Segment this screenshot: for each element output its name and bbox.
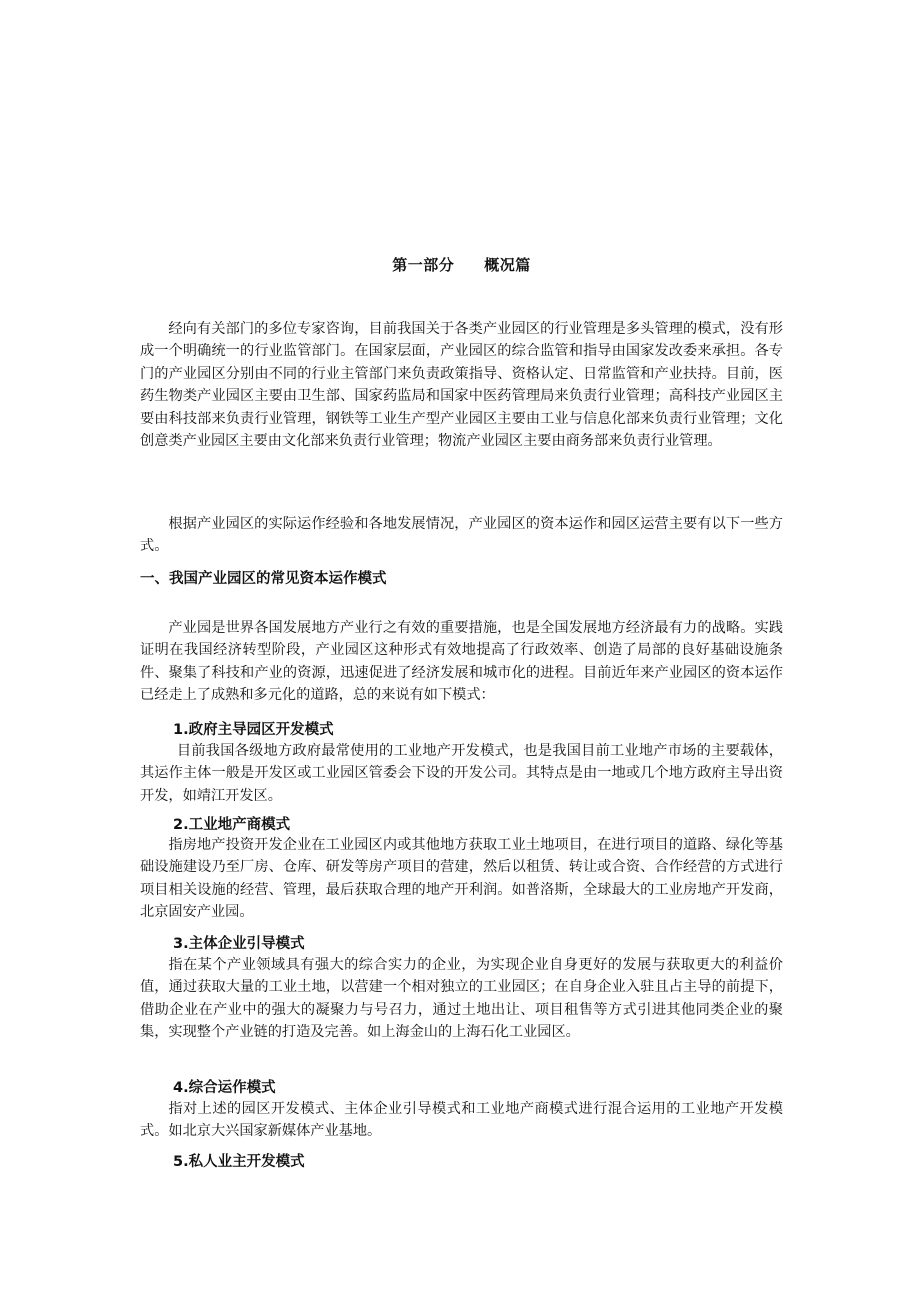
section-heading-1: 一、我国产业园区的常见资本运作模式 [140,571,387,587]
section-intro-paragraph: 产业园是世界各国发展地方产业行之有效的重要措施，也是全国发展地方经济最有力的战略。实践证明在我国经济转型阶段，产业园区这种形式有效地提高了行政效率、创造了局部的良好基础设施条件、聚集了科技和产业的资源，迅速促进了经济发展和城市化的进程。目前近年来产业园区的资本运作已经走上了成熟和多元化的道路，总的来说有如下模式： [140,620,783,704]
document-page [140,0,783,1302]
sub-heading-3: 3.主体企业引导模式 [173,936,305,952]
item-2-body: 指房地产投资开发企业在工业园区内或其他地方获取工业土地项目，在进行项目的道路、绿化等基础设施建设乃至厂房、仓库、研发等房产项目的营建，然后以租赁、转让或合资、合作经营的方式进行项目相关设施的经营、管理，最后获取合理的地产开利润。如普洛斯，全球最大的工业房地产开发商，北京固安产业园。 [140,837,783,921]
sub-heading-4: 4.综合运作模式 [173,1080,276,1096]
intro-paragraph-2: 根据产业园区的实际运作经验和各地发展情况，产业园区的资本运作和园区运营主要有以下一些方式。 [140,516,783,555]
sub-heading-1: 1.政府主导园区开发模式 [173,722,334,738]
item-4-body: 指对上述的园区开发模式、主体企业引导模式和工业地产商模式进行混合运用的工业地产开发模式。如北京大兴国家新媒体产业基地。 [140,1101,783,1140]
title-part: 第一部分 [392,256,455,274]
item-1-body: 目前我国各级地方政府最常使用的工业地产开发模式，也是我国目前工业地产市场的主要载体，其运作主体一般是开发区或工业园区管委会下设的开发公司。其特点是由一地或几个地方政府主导出资开发，如靖江开发区。 [140,743,783,804]
item-3-body: 指在某个产业领域具有强大的综合实力的企业，为实现企业自身更好的发展与获取更大的利益价值，通过获取大量的工业土地，以营建一个相对独立的工业园区；在自身企业入驻且占主导的前提下，借助企业在产业中的强大的凝聚力与号召力，通过土地出让、项目租售等方式引进其他同类企业的聚集，实现整个产业链的打造及完善。如上海金山的上海石化工业园区。 [140,957,783,1041]
sub-heading-2: 2.工业地产商模式 [173,817,291,833]
title-name: 概况篇 [484,256,531,274]
intro-paragraph-1: 经向有关部门的多位专家咨询，目前我国关于各类产业园区的行业管理是多头管理的模式，没有形成一个明确统一的行业监管部门。在国家层面，产业园区的综合监管和指导由国家发改委来承担。各专门的产业园区分别由不同的行业主管部门来负责政策指导、资格认定、日常监管和产业扶持。目前，医药生物类产业园区主要由卫生部、国家药监局和国家中医药管理局来负责行业管理；高科技产业园区主要由科技部来负责行业管理，钢铁等工业生产型产业园区主要由工业与信息化部来负责行业管理；文化创意类产业园区主要由文化部来负责行业管理；物流产业园区主要由商务部来负责行业管理。 [140,321,783,450]
page-title [140,254,783,275]
sub-heading-5: 5.私人业主开发模式 [173,1154,305,1170]
